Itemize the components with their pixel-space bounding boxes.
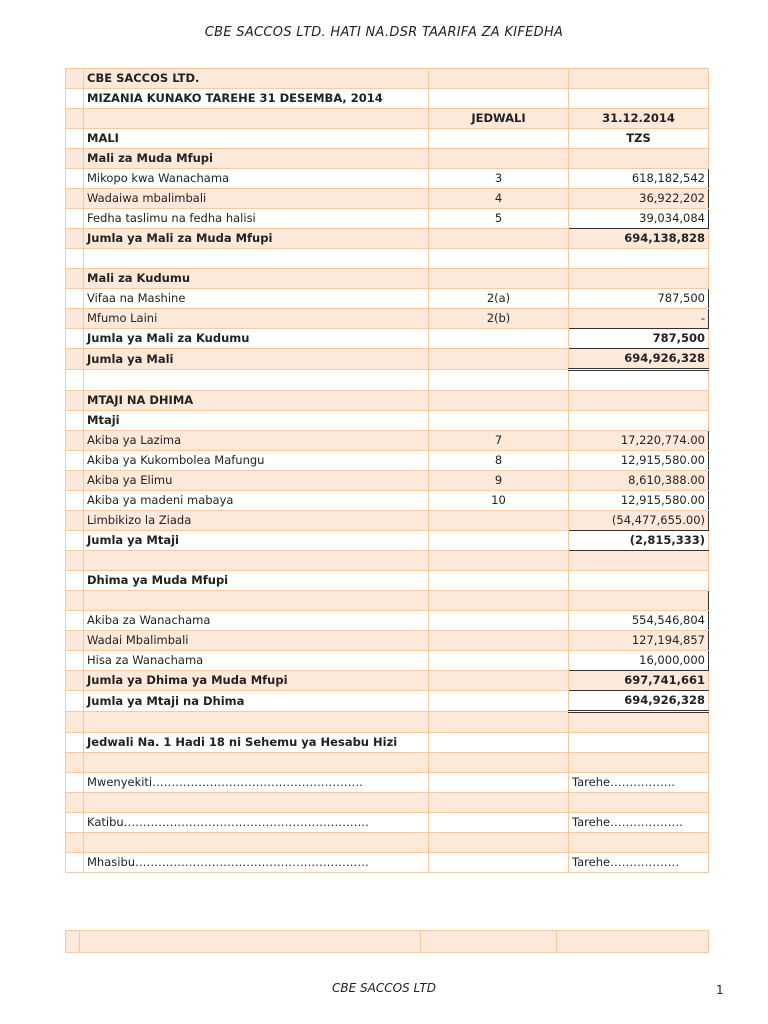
row-value — [569, 551, 709, 571]
row-value — [569, 571, 709, 591]
row-note — [429, 149, 569, 169]
row-margin-cell — [66, 551, 84, 571]
table-row — [66, 349, 709, 370]
table-row — [66, 309, 709, 329]
table-row — [66, 491, 709, 511]
row-margin-cell — [66, 691, 84, 712]
row-value: 697,741,661 — [569, 671, 709, 691]
row-value — [569, 249, 709, 269]
row-label: Jumla ya Mali — [84, 349, 429, 370]
row-note — [429, 631, 569, 651]
row-note — [429, 89, 569, 109]
row-label: Fedha taslimu na fedha halisi — [84, 209, 429, 229]
row-margin-cell — [66, 651, 84, 671]
row-label: Jumla ya Dhima ya Muda Mfupi — [84, 671, 429, 691]
table-row — [66, 391, 709, 411]
row-value: 39,034,084 — [569, 209, 709, 229]
empty-row-table — [65, 930, 709, 953]
row-value — [569, 833, 709, 853]
row-value: Tarehe…………….. — [569, 773, 709, 793]
row-value: 694,138,828 — [569, 229, 709, 249]
row-margin-cell — [66, 511, 84, 531]
table-row — [66, 571, 709, 591]
row-label — [84, 753, 429, 773]
row-note — [429, 853, 569, 873]
row-note — [429, 591, 569, 611]
table-row — [66, 651, 709, 671]
table-row — [66, 813, 709, 833]
row-margin-cell — [66, 109, 84, 129]
row-label: Wadaiwa mbalimbali — [84, 189, 429, 209]
row-value: (54,477,655.00) — [569, 511, 709, 531]
row-label: Katibu………………………………………………………. — [84, 813, 429, 833]
row-margin-cell — [66, 733, 84, 753]
row-note: 4 — [429, 189, 569, 209]
table-row — [66, 833, 709, 853]
table-row — [66, 411, 709, 431]
row-note — [429, 691, 569, 712]
row-margin-cell — [66, 631, 84, 651]
row-margin-cell — [66, 370, 84, 391]
row-note — [429, 793, 569, 813]
row-label: Akiba ya Lazima — [84, 431, 429, 451]
row-note — [429, 773, 569, 793]
table-row — [66, 853, 709, 873]
row-note — [429, 249, 569, 269]
row-note: 10 — [429, 491, 569, 511]
row-margin-cell — [66, 451, 84, 471]
table-row — [66, 129, 709, 149]
row-value: 787,500 — [569, 329, 709, 349]
row-margin-cell — [66, 671, 84, 691]
table-row — [66, 671, 709, 691]
row-value — [569, 591, 709, 611]
row-margin-cell — [66, 169, 84, 189]
row-value — [569, 753, 709, 773]
row-margin-cell — [66, 813, 84, 833]
row-margin-cell — [66, 69, 84, 89]
row-margin-cell — [66, 249, 84, 269]
row-value — [569, 370, 709, 391]
table-row — [66, 329, 709, 349]
table-row — [66, 109, 709, 129]
table-row — [66, 169, 709, 189]
row-note: 7 — [429, 431, 569, 451]
balance-sheet-table — [65, 68, 709, 873]
row-note — [429, 349, 569, 370]
table-row — [66, 691, 709, 712]
row-note — [429, 411, 569, 431]
table-row — [66, 209, 709, 229]
row-note — [429, 611, 569, 631]
row-margin-cell — [66, 793, 84, 813]
row-label: CBE SACCOS LTD. — [84, 69, 429, 89]
row-note — [429, 733, 569, 753]
row-value: 554,546,804 — [569, 611, 709, 631]
row-margin-cell — [66, 471, 84, 491]
row-label: Jumla ya Mtaji na Dhima — [84, 691, 429, 712]
cell — [66, 931, 80, 953]
row-label: MTAJI NA DHIMA — [84, 391, 429, 411]
row-value — [569, 269, 709, 289]
row-note — [429, 69, 569, 89]
row-margin-cell — [66, 753, 84, 773]
row-margin-cell — [66, 269, 84, 289]
row-value — [569, 733, 709, 753]
row-note: 3 — [429, 169, 569, 189]
row-value — [569, 391, 709, 411]
table-row — [66, 69, 709, 89]
row-margin-cell — [66, 571, 84, 591]
table-row — [66, 189, 709, 209]
row-label — [84, 370, 429, 391]
row-margin-cell — [66, 209, 84, 229]
row-value: Tarehe………………. — [569, 813, 709, 833]
row-value: 16,000,000 — [569, 651, 709, 671]
table-row — [66, 149, 709, 169]
row-label: MALI — [84, 129, 429, 149]
row-value — [569, 712, 709, 733]
row-value: 12,915,580.00 — [569, 491, 709, 511]
row-note — [429, 129, 569, 149]
table-row — [66, 229, 709, 249]
row-note — [429, 511, 569, 531]
row-note — [429, 531, 569, 551]
row-margin-cell — [66, 773, 84, 793]
row-margin-cell — [66, 833, 84, 853]
row-label: Limbikizo la Ziada — [84, 511, 429, 531]
row-label: Mtaji — [84, 411, 429, 431]
row-note — [429, 269, 569, 289]
row-margin-cell — [66, 289, 84, 309]
row-label: Akiba ya Elimu — [84, 471, 429, 491]
row-value: Tarehe……………… — [569, 853, 709, 873]
table-row — [66, 471, 709, 491]
row-value: 12,915,580.00 — [569, 451, 709, 471]
table-row — [66, 431, 709, 451]
row-margin-cell — [66, 853, 84, 873]
table-row — [66, 289, 709, 309]
row-label: Jumla ya Mali za Kudumu — [84, 329, 429, 349]
row-margin-cell — [66, 149, 84, 169]
row-label: MIZANIA KUNAKO TAREHE 31 DESEMBA, 2014 — [84, 89, 429, 109]
table-row — [66, 611, 709, 631]
row-note: 2(b) — [429, 309, 569, 329]
empty-row — [66, 931, 709, 953]
cell — [557, 931, 709, 953]
row-margin-cell — [66, 349, 84, 370]
row-note: 9 — [429, 471, 569, 491]
row-note — [429, 651, 569, 671]
row-note — [429, 813, 569, 833]
row-label — [84, 833, 429, 853]
table-row — [66, 591, 709, 611]
table-row — [66, 712, 709, 733]
table-row — [66, 89, 709, 109]
row-value: 787,500 — [569, 289, 709, 309]
table-row — [66, 753, 709, 773]
row-margin-cell — [66, 611, 84, 631]
row-value — [569, 149, 709, 169]
row-note — [429, 571, 569, 591]
row-note — [429, 753, 569, 773]
row-note — [429, 370, 569, 391]
row-label — [84, 591, 429, 611]
row-value: 17,220,774.00 — [569, 431, 709, 451]
row-margin-cell — [66, 89, 84, 109]
row-note — [429, 671, 569, 691]
table-row — [66, 773, 709, 793]
row-note: 5 — [429, 209, 569, 229]
row-label: Akiba za Wanachama — [84, 611, 429, 631]
row-margin-cell — [66, 411, 84, 431]
row-margin-cell — [66, 491, 84, 511]
row-note — [429, 229, 569, 249]
row-value: 8,610,388.00 — [569, 471, 709, 491]
table-row — [66, 531, 709, 551]
page-footer: CBE SACCOS LTD — [332, 981, 436, 995]
row-label: Dhima ya Muda Mfupi — [84, 571, 429, 591]
row-label: Mikopo kwa Wanachama — [84, 169, 429, 189]
page-header: CBE SACCOS LTD. HATI NA.DSR TAARIFA ZA KIFEDHA — [204, 25, 564, 40]
row-value: 694,926,328 — [569, 349, 709, 370]
row-label — [84, 551, 429, 571]
row-label: Mhasibu……………………………………………………. — [84, 853, 429, 873]
row-margin-cell — [66, 129, 84, 149]
row-margin-cell — [66, 309, 84, 329]
row-note: 8 — [429, 451, 569, 471]
row-value — [569, 89, 709, 109]
row-note — [429, 712, 569, 733]
row-value: 618,182,542 — [569, 169, 709, 189]
table-row — [66, 793, 709, 813]
row-note — [429, 833, 569, 853]
table-row — [66, 511, 709, 531]
row-label: Jedwali Na. 1 Hadi 18 ni Sehemu ya Hesabu Hizi — [84, 733, 429, 753]
row-value: (2,815,333) — [569, 531, 709, 551]
row-label — [84, 712, 429, 733]
row-note: JEDWALI — [429, 109, 569, 129]
row-label: Vifaa na Mashine — [84, 289, 429, 309]
row-margin-cell — [66, 531, 84, 551]
row-label: Mali za Muda Mfupi — [84, 149, 429, 169]
row-label — [84, 793, 429, 813]
row-margin-cell — [66, 431, 84, 451]
page-number: 1 — [716, 983, 724, 997]
row-label: Akiba ya Kukombolea Mafungu — [84, 451, 429, 471]
row-margin-cell — [66, 591, 84, 611]
row-value: 694,926,328 — [569, 691, 709, 712]
cell — [80, 931, 421, 953]
row-label: Hisa za Wanachama — [84, 651, 429, 671]
row-margin-cell — [66, 391, 84, 411]
row-margin-cell — [66, 712, 84, 733]
row-label: Akiba ya madeni mabaya — [84, 491, 429, 511]
table-row — [66, 269, 709, 289]
row-value: TZS — [569, 129, 709, 149]
row-label: Jumla ya Mali za Muda Mfupi — [84, 229, 429, 249]
table-row — [66, 733, 709, 753]
row-label — [84, 249, 429, 269]
row-value: - — [569, 309, 709, 329]
row-value — [569, 69, 709, 89]
row-value — [569, 411, 709, 431]
row-value — [569, 793, 709, 813]
row-note — [429, 329, 569, 349]
row-value: 31.12.2014 — [569, 109, 709, 129]
table-row — [66, 249, 709, 269]
cell — [421, 931, 557, 953]
row-label: Mali za Kudumu — [84, 269, 429, 289]
row-label — [84, 109, 429, 129]
table-row — [66, 370, 709, 391]
row-label: Jumla ya Mtaji — [84, 531, 429, 551]
row-label: Wadai Mbalimbali — [84, 631, 429, 651]
table-row — [66, 451, 709, 471]
row-note — [429, 391, 569, 411]
row-note: 2(a) — [429, 289, 569, 309]
row-label: Mwenyekiti………………………………………………. — [84, 773, 429, 793]
row-note — [429, 551, 569, 571]
row-value: 36,922,202 — [569, 189, 709, 209]
row-margin-cell — [66, 229, 84, 249]
row-value: 127,194,857 — [569, 631, 709, 651]
row-margin-cell — [66, 189, 84, 209]
table-row — [66, 631, 709, 651]
row-label: Mfumo Laini — [84, 309, 429, 329]
row-margin-cell — [66, 329, 84, 349]
table-row — [66, 551, 709, 571]
